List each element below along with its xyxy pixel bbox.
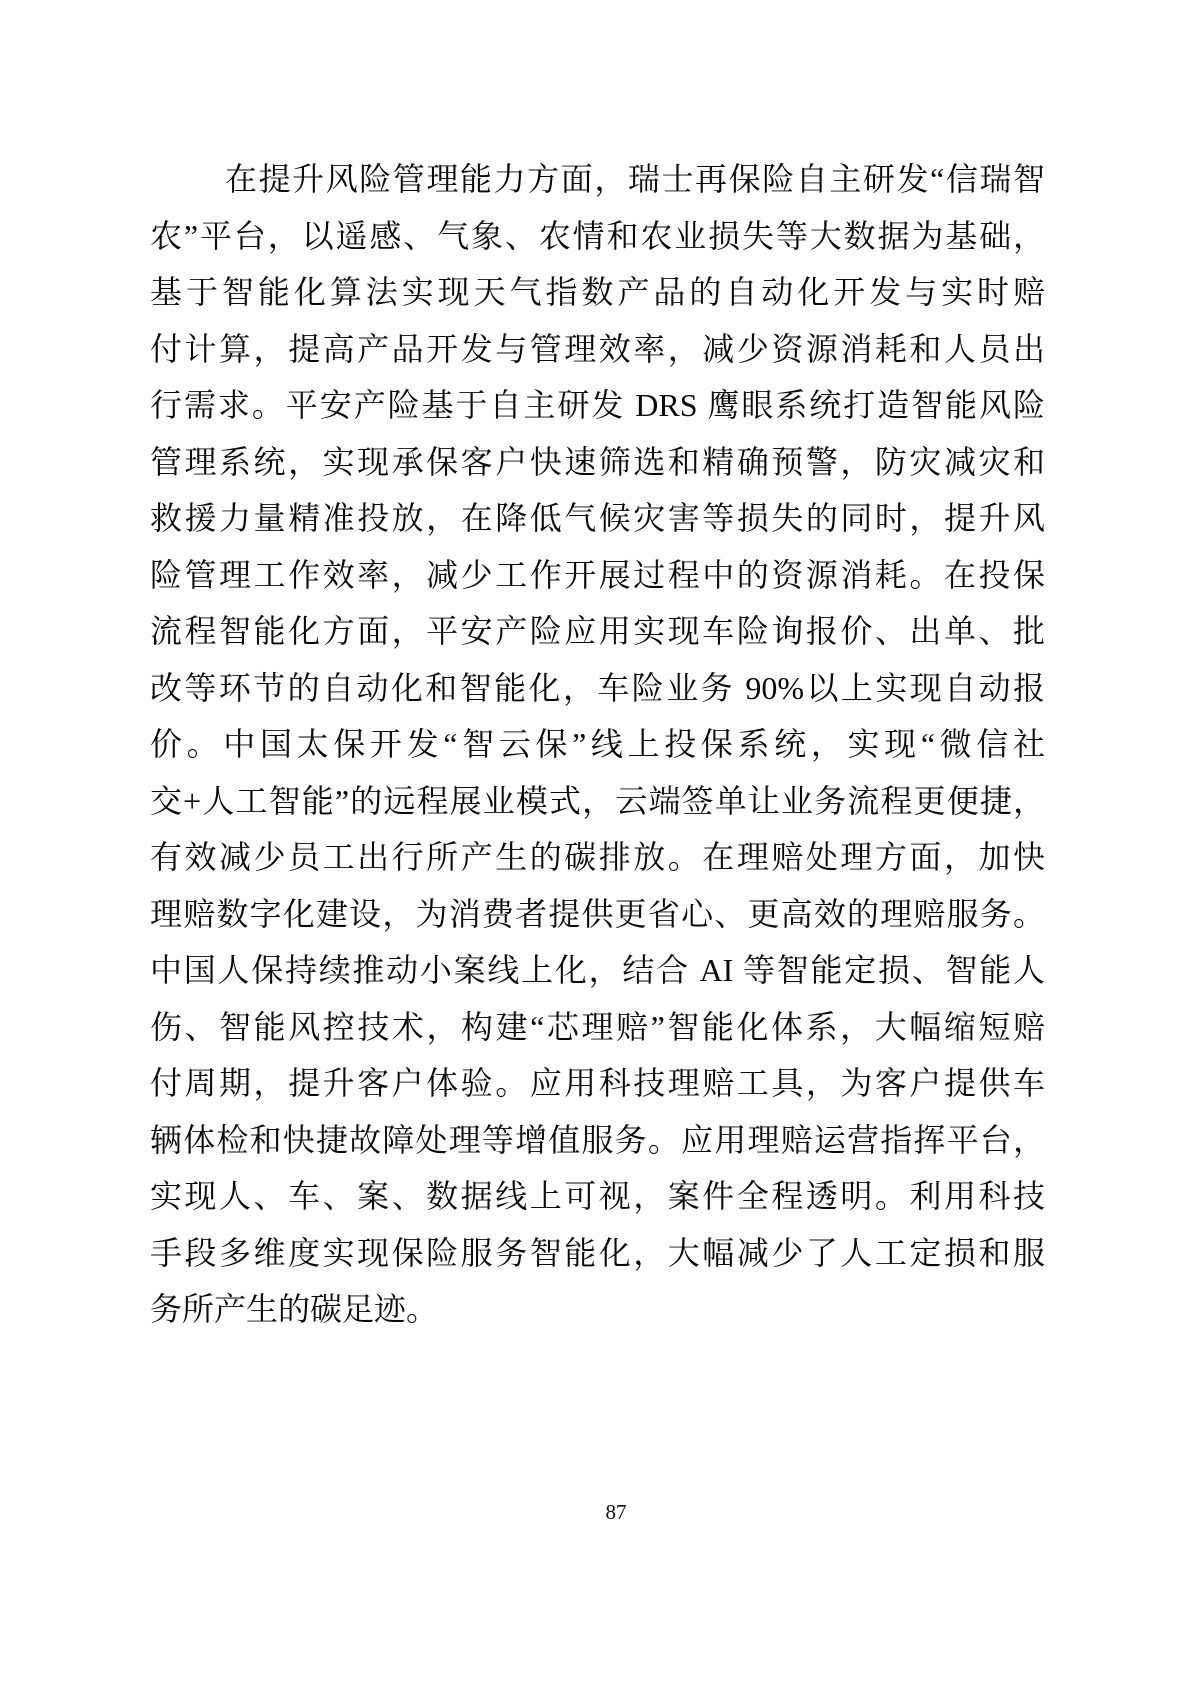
text-line: 有效减少员工出行所产生的碳排放。在理赔处理方面，加快 [150,839,1045,875]
text-line: 理赔数字化建设，为消费者提供更省心、更高效的理赔服务。 [150,895,1045,932]
text-line: 行需求。平安产险基于自主研发 DRS 鹰眼系统打造智能风险 [150,387,1045,423]
text-line: 改等环节的自动化和智能化，车险业务 90%以上实现自动报 [150,669,1045,706]
text-line: 交+人工智能”的远程展业模式，云端签单让业务流程更便捷， [150,782,1045,819]
text-line: 实现人、车、案、数据线上可视，案件全程透明。利用科技 [150,1178,1045,1214]
body-paragraph [150,151,1045,1338]
text-line: 农”平台，以遥感、气象、农情和农业损失等大数据为基础， [150,217,1045,254]
text-line: 付计算，提高产品开发与管理效率，减少资源消耗和人员出 [150,330,1045,367]
text-line: 在提升风险管理能力方面，瑞士再保险自主研发“信瑞智 [225,161,1045,197]
text-line: 基于智能化算法实现天气指数产品的自动化开发与实时赔 [150,274,1045,310]
text-line: 流程智能化方面，平安产险应用实现车险询报价、出单、批 [150,613,1045,649]
text-line: 辆体检和快捷故障处理等增值服务。应用理赔运营指挥平台， [150,1121,1045,1158]
text-line: 付周期，提升客户体验。应用科技理赔工具，为客户提供车 [150,1065,1045,1101]
text-line: 险管理工作效率，减少工作开展过程中的资源消耗。在投保 [150,556,1045,593]
text-line: 救援力量精准投放，在降低气候灾害等损失的同时，提升风 [150,500,1045,536]
text-line: 伤、智能风控技术，构建“芯理赔”智能化体系，大幅缩短赔 [150,1008,1045,1045]
text-line: 中国人保持续推动小案线上化，结合 AI 等智能定损、智能人 [150,952,1045,988]
page-number: 87 [605,1500,627,1524]
text-line: 价。中国太保开发“智云保”线上投保系统，实现“微信社 [150,726,1045,762]
text-line: 手段多维度实现保险服务智能化，大幅减少了人工定损和服 [150,1234,1045,1271]
text-line: 务所产生的碳足迹。 [150,1291,439,1327]
text-line: 管理系统，实现承保客户快速筛选和精确预警，防灾减灾和 [150,443,1045,480]
